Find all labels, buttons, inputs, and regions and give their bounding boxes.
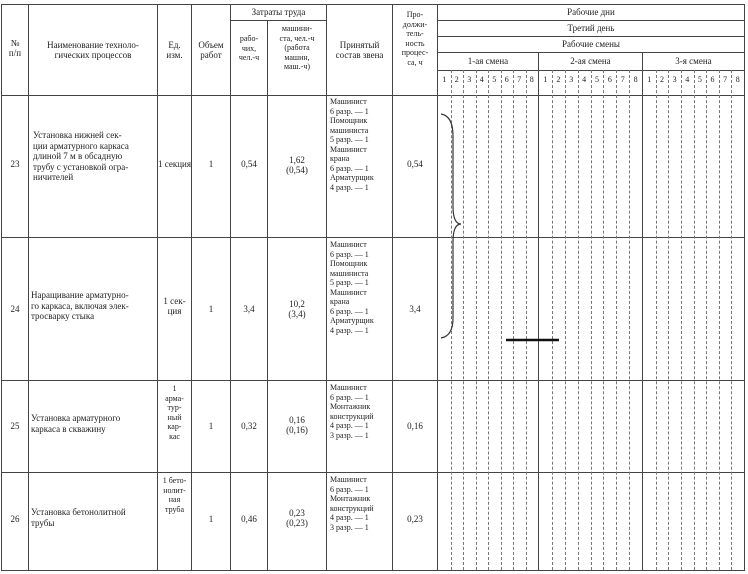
header-workdays: Рабочие дни — [567, 7, 615, 17]
row-26-num: 26 — [10, 514, 20, 524]
gantt-header-line — [437, 52, 745, 53]
header-labor-workers: рабо- чих, чел.-ч — [238, 34, 260, 62]
header-name: Наименование техноло- гических процессов — [47, 40, 139, 60]
row-26-workers: 0,46 — [241, 514, 257, 524]
row-25-volume: 1 — [208, 421, 214, 431]
row-23-volume: 1 — [208, 159, 214, 169]
gantt-brace — [441, 114, 461, 338]
row-24-duration: 3,4 — [409, 304, 421, 314]
row-23-unit: 1 секция — [158, 159, 191, 169]
row-25-machinists: 0,16 (0,16) — [286, 415, 308, 435]
header-volume: Объем работ — [198, 40, 224, 60]
row-26-crew: Машинист 6 разр. — 1 Монтажник конструкций 4 разр. — 1 3 разр. — 1 — [330, 475, 374, 532]
col-divider — [267, 20, 268, 571]
hour-label: 2 — [659, 75, 664, 84]
hour-label: 6 — [607, 75, 612, 84]
header-crew: Принятый состав звена — [335, 40, 384, 60]
row-23-workers: 0,54 — [241, 159, 257, 169]
row-23-duration: 0,54 — [407, 159, 423, 169]
row-26-volume: 1 — [208, 514, 214, 524]
hour-label: 3 — [672, 75, 677, 84]
row-23-crew: Машинист 6 разр. — 1 Помощник машиниста 5 разр. — 1 Машинист крана 6 разр. — 1 Арматурщик 4 разр. — 1 — [330, 97, 374, 192]
row-24-name: Наращивание арматурно- го каркаса, включая элек- тросварку стыка — [31, 290, 129, 321]
hour-label: 1 — [442, 75, 447, 84]
header-labor: Затраты труда — [251, 7, 306, 17]
hour-label: 4 — [582, 75, 587, 84]
hour-label: 6 — [504, 75, 509, 84]
row-26-name: Установка бетонолитной трубы — [31, 507, 126, 528]
hour-label: 8 — [529, 75, 534, 84]
row-24-volume: 1 — [208, 304, 214, 314]
col-divider — [28, 4, 29, 571]
hour-label: 1 — [543, 75, 548, 84]
hour-label: 4 — [685, 75, 690, 84]
row-23-num: 23 — [10, 159, 20, 169]
header-day: Третий день — [567, 23, 615, 33]
table-border-bottom — [1, 570, 745, 571]
row-26-unit: 1 бето- нолит- ная труба — [162, 476, 187, 514]
hour-label: 8 — [735, 75, 740, 84]
hour-label: 7 — [517, 75, 522, 84]
header-shifts: Рабочие смены — [562, 39, 620, 49]
table-border-left — [1, 4, 2, 571]
hour-label: 3 — [569, 75, 574, 84]
header-labor-machinists: машини- ста, чел.-ч (работа машин, маш.-ч) — [279, 24, 315, 71]
row-25-crew: Машинист 6 разр. — 1 Монтажник конструкций 4 разр. — 1 3 разр. — 1 — [330, 383, 374, 440]
row-25-unit: 1 арма- тур- ный кар- кас — [165, 384, 184, 441]
row-26-duration: 0,23 — [407, 514, 423, 524]
labor-header-line — [230, 20, 327, 21]
hour-label: 1 — [647, 75, 652, 84]
row-25-workers: 0,32 — [241, 421, 257, 431]
header-shift-3: 3-я смена — [675, 56, 712, 66]
hour-label: 4 — [479, 75, 484, 84]
hour-label: 5 — [492, 75, 497, 84]
row-24-num: 24 — [10, 304, 20, 314]
gantt-chart — [437, 96, 745, 570]
header-shift-2: 2-ая смена — [570, 56, 611, 66]
hour-label: 2 — [454, 75, 459, 84]
row-23-machinists: 1,62 (0,54) — [286, 155, 308, 175]
gantt-header-line — [437, 36, 745, 37]
col-divider — [230, 4, 231, 571]
col-divider — [392, 4, 393, 571]
col-divider — [191, 4, 192, 571]
hour-label: 7 — [723, 75, 728, 84]
header-shift-1: 1-ая смена — [467, 56, 509, 66]
row-24-machinists: 10,2 (3,4) — [288, 299, 306, 319]
header-num: № п/п — [8, 38, 22, 58]
hour-label: 5 — [594, 75, 599, 84]
col-divider — [326, 4, 327, 571]
header-unit: Ед. изм. — [166, 40, 183, 60]
gantt-header-line — [437, 20, 745, 21]
header-duration: Про- должи- тель- ность процес- са, ч — [401, 10, 429, 67]
row-24-workers: 3,4 — [243, 304, 255, 314]
row-25-name: Установка арматурного каркаса в скважину — [31, 413, 121, 434]
row-26-machinists: 0,23 (0,23) — [286, 508, 308, 528]
hour-label: 3 — [467, 75, 472, 84]
hour-label: 7 — [620, 75, 625, 84]
row-24-unit: 1 сек- ция — [163, 296, 186, 316]
hour-label: 6 — [710, 75, 715, 84]
row-25-num: 25 — [10, 421, 20, 431]
row-23-name: Установка нижней сек- ции арматурного каркаса длиной 7 м в обсадную трубу с установкой огра- ничителей — [33, 130, 129, 182]
row-25-duration: 0,16 — [407, 421, 423, 431]
hour-label: 8 — [633, 75, 638, 84]
table-border-top — [1, 4, 745, 5]
row-24-crew: Машинист 6 разр. — 1 Помощник машиниста 5 разр. — 1 Машинист крана 6 разр. — 1 Арматурщик 4 разр. — 1 — [330, 240, 374, 335]
hour-label: 2 — [556, 75, 561, 84]
hour-label: 5 — [697, 75, 702, 84]
